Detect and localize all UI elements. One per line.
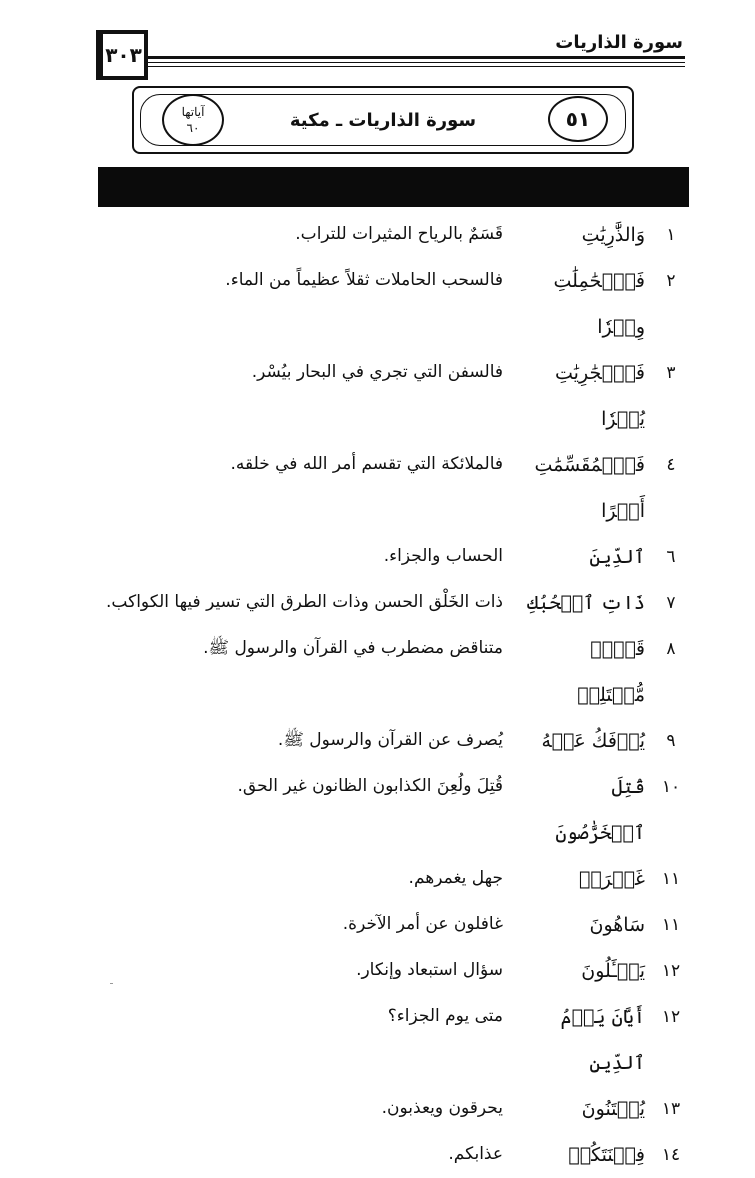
word-meaning: فالسفن التي تجري في البحار بيُسْر. (251, 362, 503, 382)
quran-word: ذَاتِ ٱلۡحُبُكِ (527, 592, 645, 614)
word-meaning: فالملائكة التي تقسم أمر الله في خلقه. (230, 454, 503, 474)
entry-number: ٦ (666, 547, 676, 567)
surah-frame (132, 86, 634, 154)
word-meaning: جهل يغمرهم. (408, 868, 503, 888)
entry (100, 718, 695, 764)
entry (100, 534, 695, 580)
black-bar (98, 167, 689, 207)
entry-number: ٢ (666, 271, 676, 291)
quran-word: قَوۡلٖ مُّخۡتَلِفٖ (577, 638, 645, 706)
entry-number: ١٢ (661, 961, 681, 981)
entry-number: ١٢ (661, 1007, 681, 1027)
entry (100, 258, 695, 350)
entry-number: ١١ (661, 869, 681, 889)
scan-mark (110, 983, 113, 984)
entry-number: ١٠ (661, 777, 681, 797)
entry (100, 580, 695, 626)
quran-word: فَٱلۡجَٰرِيَٰتِ يُسۡرٗا (555, 362, 645, 430)
entry (100, 764, 695, 856)
word-meaning: ذات الخَلْق الحسن وذات الطرق التي تسير فيها الكواكب. (106, 592, 503, 612)
word-meaning: قُتِلَ ولُعِنَ الكذابون الظانون غير الحق. (237, 776, 503, 796)
entry-number: ٣ (666, 363, 676, 383)
entry (100, 994, 695, 1086)
quran-word: وَالذَّٰرِيَٰتِ (581, 224, 645, 246)
page-number: ٣٠٣ (96, 30, 148, 80)
word-meaning: الحساب والجزاء. (383, 546, 503, 566)
word-meaning: متى يوم الجزاء؟ (387, 1006, 503, 1026)
quran-word: قُتِلَ ٱلۡخَرَّٰصُونَ (555, 776, 645, 844)
entry-number: ٨ (666, 639, 676, 659)
word-meaning: قَسَمٌ بالرياح المثيرات للتراب. (295, 224, 503, 244)
page-header-title: سورة الذاريات (555, 32, 683, 53)
header-rule (148, 56, 685, 59)
entry (100, 1086, 695, 1132)
quran-word: فِتۡنَتَكُمۡ (568, 1144, 645, 1166)
quran-word: يَسۡـَٔلُونَ (581, 960, 645, 982)
quran-word: ٱلدِّينَ (589, 546, 645, 568)
quran-word: يُؤۡفَكُ عَنۡهُ (541, 730, 645, 752)
word-meaning: سؤال استبعاد وإنكار. (356, 960, 503, 980)
entry (100, 212, 695, 258)
word-meaning: فالسحب الحاملات ثقلاً عظيماً من الماء. (225, 270, 503, 290)
quran-word: فَٱلۡحَٰمِلَٰتِ وِقۡرٗا (553, 270, 645, 338)
surah-number-circle: ٥١ (548, 96, 608, 142)
verses-circle (162, 94, 224, 146)
entry-number: ٩ (666, 731, 676, 751)
entry-number: ١ (666, 225, 676, 245)
quran-word: غَمۡرَةٖ (578, 868, 645, 890)
header-rule (148, 66, 685, 67)
entry (100, 948, 695, 994)
entry (100, 1132, 695, 1178)
verses-label: آياتها (181, 105, 205, 119)
entry-number: ١٤ (661, 1145, 681, 1165)
word-meaning: يحرقون ويعذبون. (381, 1098, 503, 1118)
entry (100, 442, 695, 534)
header-rule (148, 62, 685, 63)
entry-number: ١١ (661, 915, 681, 935)
entry (100, 350, 695, 442)
quran-word: فَٱلۡمُقَسِّمَٰتِ أَمۡرًا (534, 454, 645, 522)
entry-number: ٧ (666, 593, 676, 613)
surah-title: سورة الذاريات ـ مكية (289, 110, 477, 131)
entry (100, 626, 695, 718)
verses-count: ٦٠ (186, 121, 200, 135)
entry-number: ١٣ (661, 1099, 681, 1119)
word-meaning: عذابكم. (448, 1144, 503, 1164)
word-meaning: يُصرف عن القرآن والرسول ﷺ. (277, 730, 503, 750)
quran-word: سَاهُونَ (589, 914, 645, 936)
word-meaning: غافلون عن أمر الآخرة. (342, 914, 503, 934)
entry-number: ٤ (666, 455, 676, 475)
entry (100, 856, 695, 902)
quran-word: يُفۡتَنُونَ (581, 1098, 645, 1120)
entries-list (100, 212, 695, 1178)
word-meaning: متناقض مضطرب في القرآن والرسول ﷺ. (203, 638, 503, 658)
quran-word: أَيَّانَ يَوۡمُ ٱلدِّينِ (560, 1006, 645, 1074)
entry (100, 902, 695, 948)
